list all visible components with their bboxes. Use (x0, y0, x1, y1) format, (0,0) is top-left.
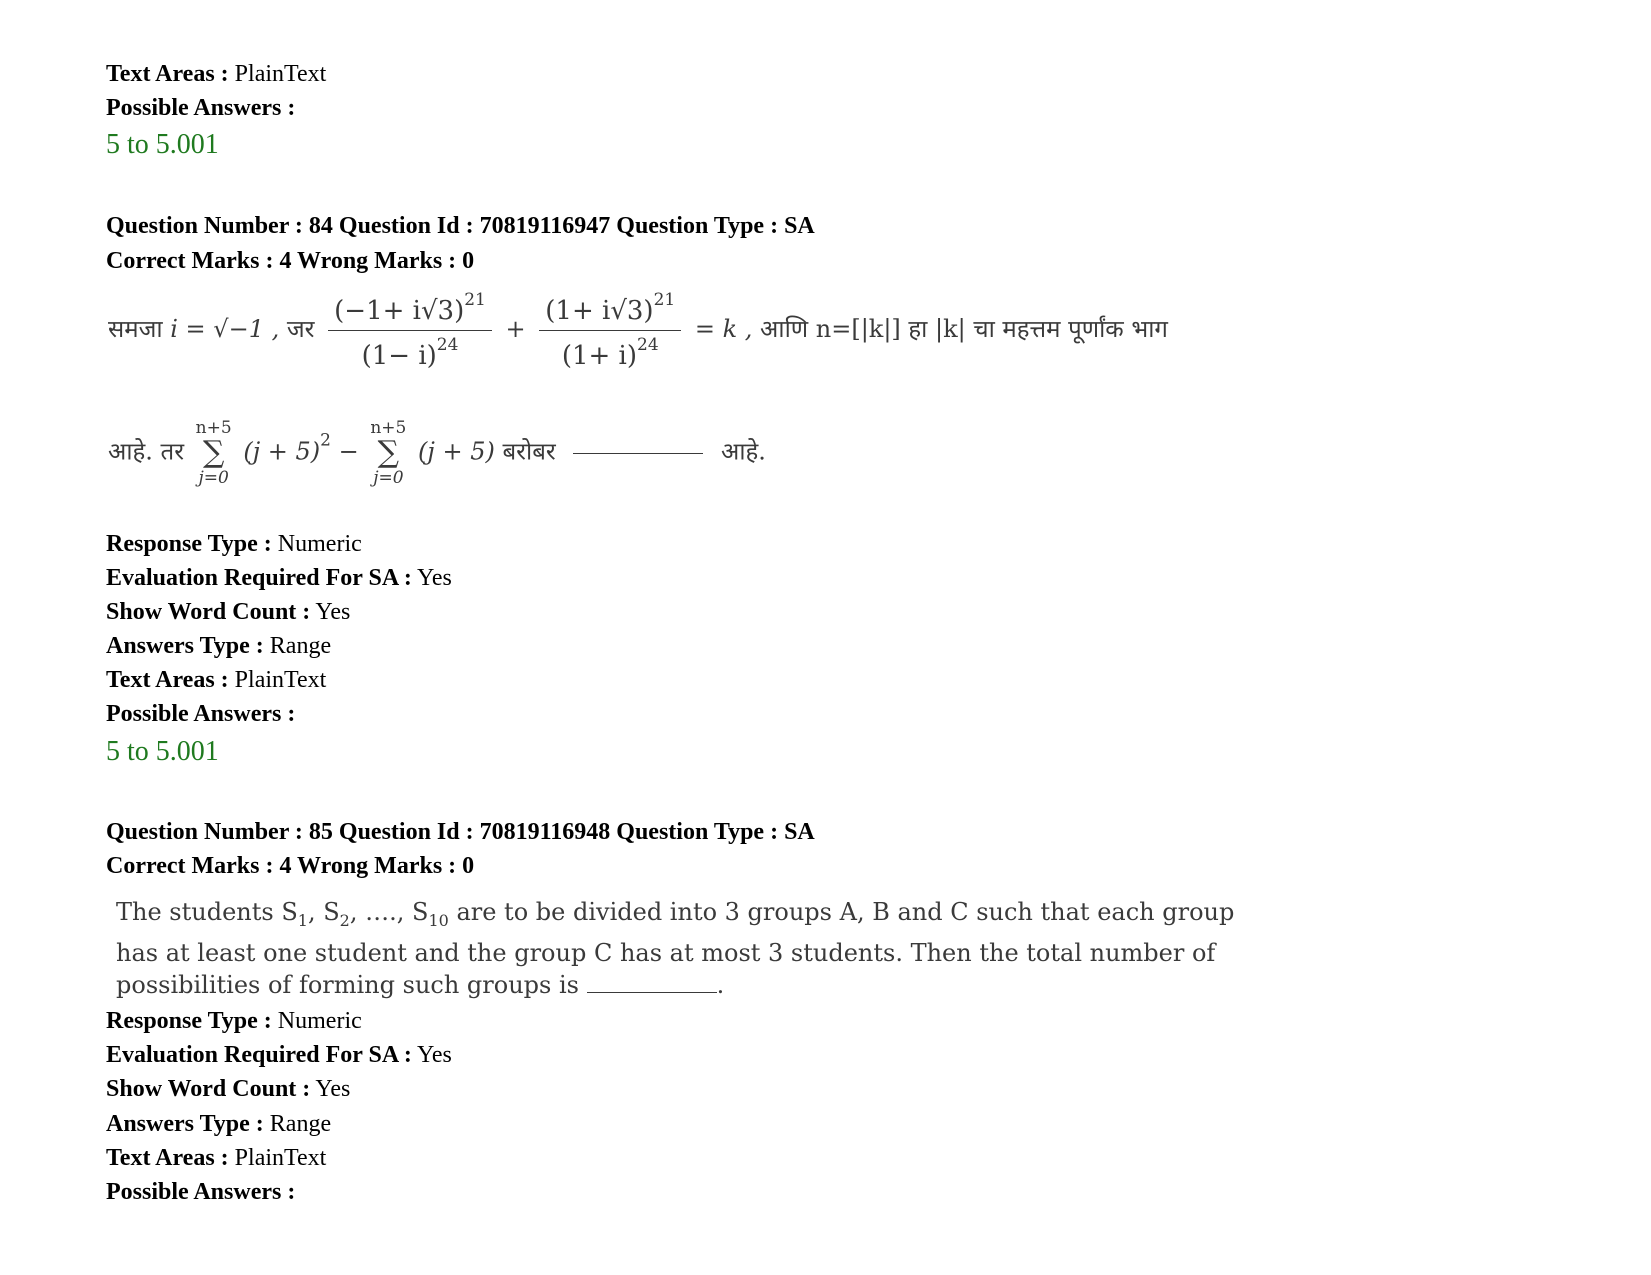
sub-2: 2 (339, 910, 350, 930)
q84-marks-text: Correct Marks : 4 Wrong Marks : 0 (106, 248, 475, 274)
q85-evaluation (106, 1041, 452, 1069)
q85-marks-text: Correct Marks : 4 Wrong Marks : 0 (106, 853, 475, 879)
q85-response-type (106, 1007, 362, 1035)
eval-value: Yes (416, 1042, 452, 1068)
q85-l1-b: , S (307, 898, 340, 926)
sigma-2-icon: ∑ (377, 435, 400, 470)
word-count-value: Yes (315, 599, 351, 625)
text-areas-label: Text Areas : (106, 61, 229, 87)
text-areas-label: Text Areas : (106, 1145, 229, 1171)
sub-10: 10 (428, 910, 449, 930)
response-type-label: Response Type : (106, 531, 272, 557)
sub-1: 1 (297, 910, 308, 930)
sum-1 (196, 418, 232, 488)
q85-l1-a: The students S (116, 898, 298, 926)
q84-header (106, 212, 815, 240)
response-type-value: Numeric (277, 1008, 362, 1034)
q85-possible-answers (106, 1178, 295, 1206)
fraction-1 (328, 290, 492, 371)
sum2-lower: j=0 (373, 468, 404, 488)
answer-blank (587, 991, 717, 993)
response-type-label: Response Type : (106, 1008, 272, 1034)
math-term2: (j + 5) (418, 437, 495, 466)
top-possible-answers (106, 94, 295, 122)
q85-l3-end: . (716, 970, 725, 999)
math-plus: + (505, 315, 526, 343)
q84-marks (106, 247, 474, 275)
q84-answers-type (106, 632, 331, 660)
frac2-numerator: (1+ i√3) (545, 296, 654, 326)
q84-evaluation (106, 564, 452, 592)
q84-text-areas (106, 666, 326, 694)
math-eq-k: = k , (694, 315, 753, 343)
math-i-def: i = √−1 , (170, 315, 280, 343)
sum-2 (370, 418, 406, 488)
q84-header-text: Question Number : 84 Question Id : 70819116947 Question Type : SA (106, 213, 815, 239)
text-areas-value: PlainText (234, 667, 327, 693)
possible-answers-label: Possible Answers : (106, 95, 296, 121)
q85-word-count (106, 1075, 350, 1103)
math-minus: − (338, 437, 359, 466)
answers-type-value: Range (269, 633, 332, 659)
eval-label: Evaluation Required For SA : (106, 565, 412, 591)
q85-l1-c: , …., S (349, 898, 429, 926)
eval-label: Evaluation Required For SA : (106, 1042, 412, 1068)
text-areas-value: PlainText (234, 61, 327, 87)
q84-answer: 5 to 5.001 (106, 736, 219, 767)
q84-math-line-1 (108, 290, 1168, 371)
q84-response-type (106, 530, 362, 558)
text-areas-label: Text Areas : (106, 667, 229, 693)
response-type-value: Numeric (277, 531, 362, 557)
possible-answers-label: Possible Answers : (106, 701, 296, 727)
frac1-denominator: (1− i) (361, 341, 437, 371)
math-barobar: बरोबर (502, 437, 556, 466)
q85-text-areas (106, 1144, 326, 1172)
answers-type-label: Answers Type : (106, 1111, 264, 1137)
text-areas-value: PlainText (234, 1145, 327, 1171)
word-count-value: Yes (315, 1076, 351, 1102)
top-answer: 5 to 5.001 (106, 129, 219, 160)
q85-question-image (116, 896, 1235, 1001)
q85-header (106, 818, 815, 846)
word-count-label: Show Word Count : (106, 599, 311, 625)
math-intro: समजा (108, 315, 163, 343)
eval-value: Yes (416, 565, 452, 591)
math-line2-start: आहे. तर (108, 437, 185, 466)
q85-l3: possibilities of forming such groups is (116, 970, 579, 999)
math-term1-exp: 2 (320, 430, 331, 451)
q84-math-line-2 (108, 418, 766, 488)
frac2-denominator: (1+ i) (561, 341, 638, 371)
q85-marks (106, 852, 474, 880)
q85-line-2: has at least one student and the group C has at most 3 students. Then the total number of (116, 938, 1216, 967)
q85-line-3 (116, 969, 1206, 1001)
math-line2-end: आहे. (721, 437, 766, 466)
math-clause: आणि n=[|k|] हा |k| चा महत्तम पूर्णांक भाग (760, 315, 1168, 343)
possible-answers-label: Possible Answers : (106, 1179, 296, 1205)
q85-header-text: Question Number : 85 Question Id : 70819116948 Question Type : SA (106, 819, 815, 845)
q85-line-1 (116, 896, 1235, 937)
q84-word-count (106, 598, 350, 626)
frac1-den-exp: 24 (436, 335, 459, 355)
frac1-num-exp: 21 (464, 290, 486, 310)
top-text-areas (106, 60, 326, 88)
fraction-2 (539, 290, 681, 371)
math-term1: (j + 5) (243, 437, 321, 466)
frac1-numerator: (−1+ i√3) (334, 296, 465, 326)
q84-possible-answers (106, 700, 295, 728)
sum2-upper: n+5 (370, 418, 407, 438)
sum1-lower: j=0 (198, 468, 229, 488)
answers-type-label: Answers Type : (106, 633, 264, 659)
answer-blank (573, 452, 703, 454)
frac2-num-exp: 21 (653, 290, 676, 310)
q85-answers-type (106, 1110, 331, 1138)
frac2-den-exp: 24 (637, 335, 659, 355)
q85-l1-d: are to be divided into 3 groups A, B and C such that each group (448, 898, 1235, 926)
sum1-upper: n+5 (195, 418, 232, 438)
answers-type-value: Range (269, 1111, 332, 1137)
word-count-label: Show Word Count : (106, 1076, 311, 1102)
sigma-1-icon: ∑ (202, 435, 225, 470)
math-jar: जर (286, 315, 315, 343)
